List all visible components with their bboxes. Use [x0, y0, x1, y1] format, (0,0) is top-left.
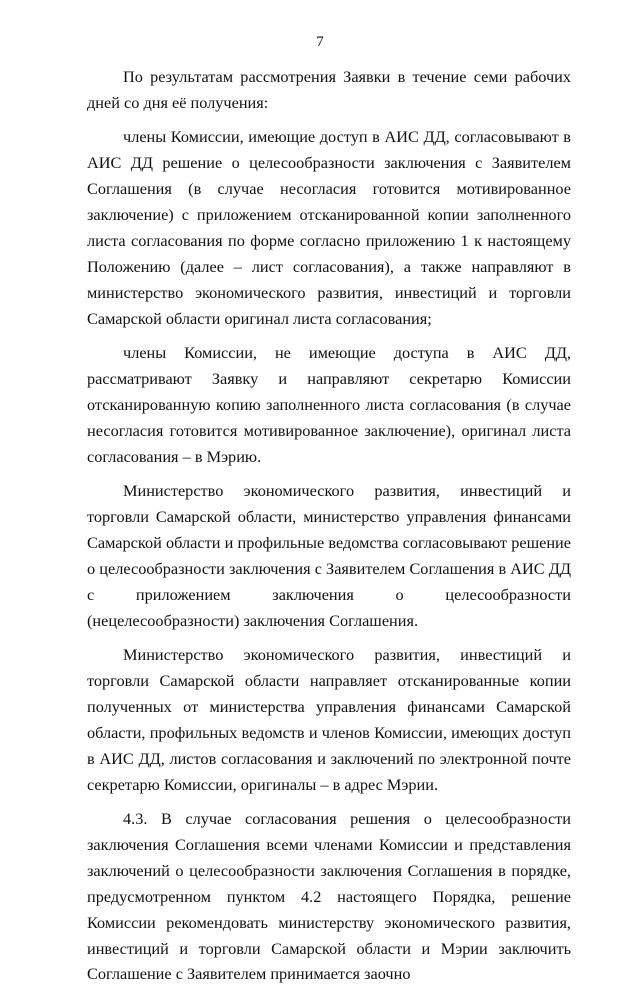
paragraph-members-with-access: члены Комиссии, имеющие доступ в АИС ДД, согласовывают в АИС ДД решение о целесообразности заключения с Заявителем Соглашения (в случае несогласия готовится мотивированное заключение) с приложением отсканированной копии заполненного листа согласования по форме согласно приложению 1 к настоящему Положению (далее – лист согласования), а также направляют в министерство экономического развития, инвестиций и торговли Самарской области оригинал листа согласования;	[87, 127, 571, 328]
paragraph-section-4-3: 4.3. В случае согласования решения о целесообразности заключения Соглашения всеми членами Комиссии и представления заключений о целесообразности заключения Соглашения в порядке, предусмотренном пунктом 4.2 настоящего Порядка, решение Комиссии рекомендовать министерству экономического развития, инвестиций и торговли Самарской области и Мэрии заключить Соглашение с Заявителем принимается заочно	[87, 808, 571, 984]
paragraph-members-without-access: члены Комиссии, не имеющие доступа в АИС ДД, рассматривают Заявку и направляют секретарю Комиссии отсканированную копию заполненного листа согласования (в случае несогласия готовится мотивированное заключение), оригинал листа согласования – в Мэрию.	[87, 343, 571, 466]
page-number: 7	[316, 34, 324, 50]
paragraph-ministry-sends-copies: Министерство экономического развития, инвестиций и торговли Самарской области направляет отсканированные копии полученных от министерства управления финансами Самарской области, профильных ведомств и членов Комиссии, имеющих доступ в АИС ДД, листов согласования и заключений по электронной почте секретарю Комиссии, оригиналы – в адрес Мэрии.	[87, 645, 571, 794]
paragraph-intro: По результатам рассмотрения Заявки в течение семи рабочих дней со дня её получения:	[87, 67, 571, 112]
document-body	[87, 64, 571, 996]
paragraph-ministry-approval: Министерство экономического развития, инвестиций и торговли Самарской области, министерство управления финансами Самарской области и профильные ведомства согласовывают решение о целесообразности заключения с Заявителем Соглашения в АИС ДД с приложением заключения о целесообразности (нецелесообразности) заключения Соглашения.	[87, 481, 571, 630]
